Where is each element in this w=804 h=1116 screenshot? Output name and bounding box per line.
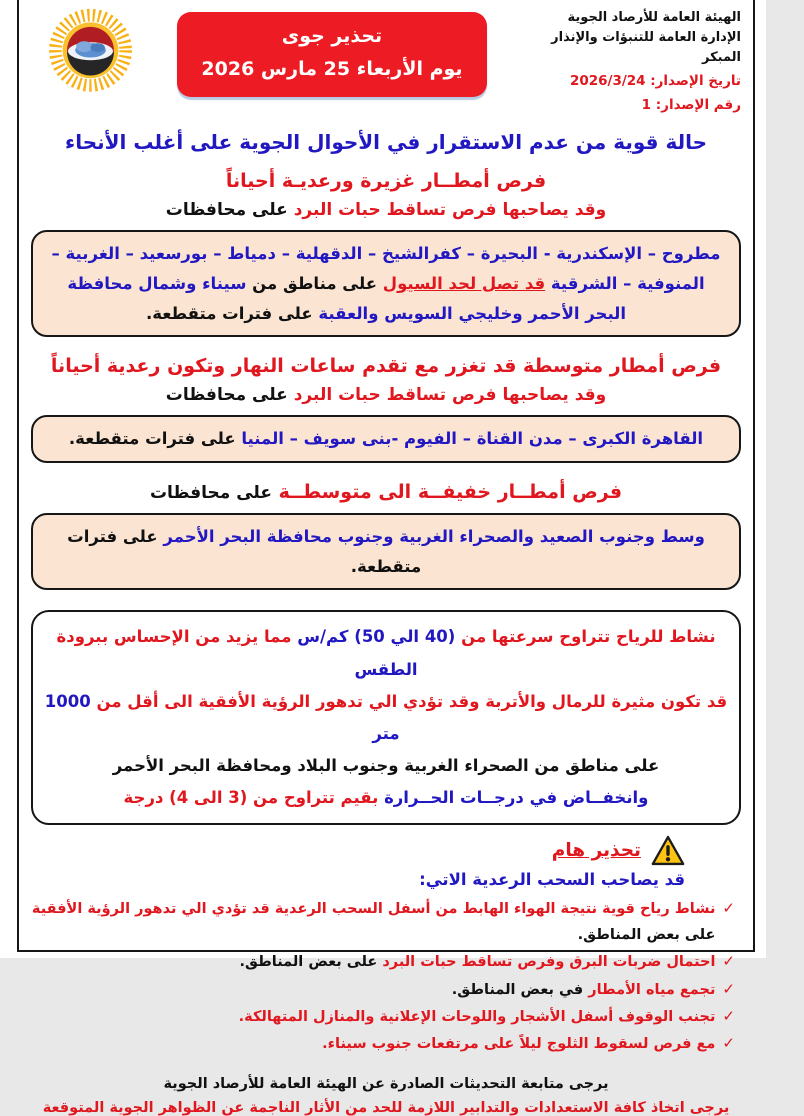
item-text-black: على بعض المناطق. <box>577 926 716 943</box>
light-rain-headline <box>29 481 743 503</box>
weather-warning-banner <box>177 12 486 97</box>
footer-take-precautions: يرجى اتخاذ كافة الاستعدادات والتدابير اللازمة للحد من الأثار الناجمة عن الظواهر الجوية المتوقعة <box>42 1099 730 1116</box>
weather-word: الطقس <box>354 659 418 679</box>
wind-speed-intro: نشاط للرياح تتراوح سرعتها من <box>461 627 716 647</box>
temperature-drop-intro: وانخفــاض في درجــات الحــرارة <box>384 788 649 808</box>
main-title: حالة قوية من عدم الاستقرار في الأحوال الجوية على أغلب الأنحاء <box>64 130 708 155</box>
bulletin-header <box>29 6 743 116</box>
list-item <box>29 1003 735 1030</box>
check-icon: ✓ <box>722 899 735 918</box>
wind-line-4 <box>43 782 729 814</box>
banner-date: يوم الأربعاء 25 مارس 2026 <box>201 58 463 81</box>
issue-date: تاريخ الإصدار: 2026/3/24 <box>569 73 741 90</box>
banner-title: تحذير جوى <box>281 25 383 47</box>
hail-note-red: وقد يصاحبها فرص تساقط حبات البرد <box>293 385 607 406</box>
list-item <box>29 976 735 1003</box>
wind-line-2 <box>43 686 729 750</box>
wind-chill-note: مما يزيد من الإحساس ببرودة <box>56 627 292 647</box>
list-item <box>29 948 735 975</box>
check-icon: ✓ <box>722 952 735 971</box>
check-icon: ✓ <box>722 1006 735 1025</box>
item-text-black: في بعض المناطق. <box>451 981 584 998</box>
important-warning-title: تحذير هام <box>551 840 641 862</box>
hail-note-red: وقد يصاحبها فرص تساقط حبات البرد <box>293 200 607 221</box>
intermittent-note: على فترات متقطعة. <box>145 303 313 323</box>
hail-note-black: على محافظات <box>165 385 288 406</box>
list-item <box>29 895 735 948</box>
moderate-rain-headline: فرص أمطار متوسطة قد تغزر مع تقدم ساعات النهار وتكون رعدية أحياناً <box>50 355 722 378</box>
visibility-note: قد تكون مثيرة للرمال والأتربة وقد تؤدي الي تدهور الرؤية الأفقية الى أقل من <box>96 691 728 711</box>
flood-warning-text: قد تصل لحد السيول <box>382 273 546 293</box>
item-text-red: نشاط رياح قوية نتيجة الهواء الهابط من أسفل السحب الرعدية قد تؤدي الي تدهور الرؤية الأفقية <box>31 901 716 918</box>
item-text-red: مع فرص لسقوط الثلوج ليلاً على مرتفعات جنوب سيناء. <box>322 1036 716 1053</box>
issue-number: رقم الإصدار: 1 <box>641 97 741 114</box>
sun-met-authority-logo-icon <box>43 8 138 98</box>
weather-bulletin <box>17 0 755 1116</box>
wind-line-3: على مناطق من الصحراء الغربية وجنوب البلاد ومحافظة البحر الأحمر <box>112 756 660 776</box>
governorates-list: القاهرة الكبرى – مدن القناة – الفيوم -بنى سويف – المنيا <box>241 429 704 449</box>
light-rain-governorates-box <box>31 513 741 590</box>
heavy-rain-governorates-box <box>31 230 741 337</box>
light-rain-headline-black: على محافظات <box>149 483 272 504</box>
wind-activity-box <box>31 610 741 825</box>
wind-line-1 <box>43 621 729 685</box>
intermittent-note: على فترات متقطعة. <box>67 527 422 576</box>
item-text-red: احتمال ضربات البرق وفرص تساقط حبات البرد <box>382 954 716 971</box>
check-icon: ✓ <box>722 979 735 998</box>
governorates-list: مطروح – الإسكندرية - البحيرة – كفرالشيخ – الدقهلية – دمياط – بورسعيد – الغربية – المنوفية – الشرقية <box>51 244 721 293</box>
important-warning-header <box>29 835 685 866</box>
authority-name: الهيئة العامة للأرصاد الجوية <box>567 10 741 25</box>
item-text-black: على بعض المناطق. <box>239 954 378 971</box>
heavy-rain-headline: فرص أمطــار غزيرة ورعديـة أحياناً <box>225 170 547 193</box>
mid-text: على مناطق من <box>252 273 377 293</box>
governorates-list: وسط وجنوب الصعيد والصحراء الغربية وجنوب محافظة البحر الأحمر <box>163 527 705 547</box>
hail-note-black: على محافظات <box>165 200 288 221</box>
thunder-clouds-intro: قد يصاحب السحب الرعدية الاتي: <box>419 870 685 890</box>
item-text-red: تجمع مياه الأمطار <box>588 981 716 998</box>
moderate-rain-hail-note <box>29 385 743 405</box>
heavy-rain-hail-note <box>29 200 743 220</box>
temperature-drop-value: بقيم تتراوح من (3 الى 4) درجة <box>123 788 379 808</box>
visibility-value: 1000 متر <box>44 691 400 743</box>
check-icon: ✓ <box>722 1034 735 1053</box>
moderate-rain-governorates-box <box>31 415 741 463</box>
footer-follow-updates: يرجى متابعة التحديثات الصادرة عن الهيئة العامة للأرصاد الجوية <box>163 1075 609 1092</box>
item-text-red: تجنب الوقوف أسفل الأشجار واللوحات الإعلانية والمنازل المتهالكة. <box>238 1008 716 1025</box>
intermittent-note: على فترات متقطعة. <box>68 429 236 449</box>
warning-triangle-icon <box>651 835 685 866</box>
list-item <box>29 1030 735 1057</box>
department-name: الإدارة العامة للتنبؤات والإنذار المبكر <box>551 30 741 66</box>
sinai-areas: سيناء وشمال محافظة البحر الأحمر وخليجي السويس والعقبة <box>67 273 627 323</box>
warning-checklist <box>29 895 735 1057</box>
wind-speed-value: (40 الي 50) كم/س <box>297 627 456 647</box>
authority-info <box>526 8 741 116</box>
light-rain-headline-red: فرص أمطــار خفيفــة الى متوسطــة <box>278 481 623 504</box>
